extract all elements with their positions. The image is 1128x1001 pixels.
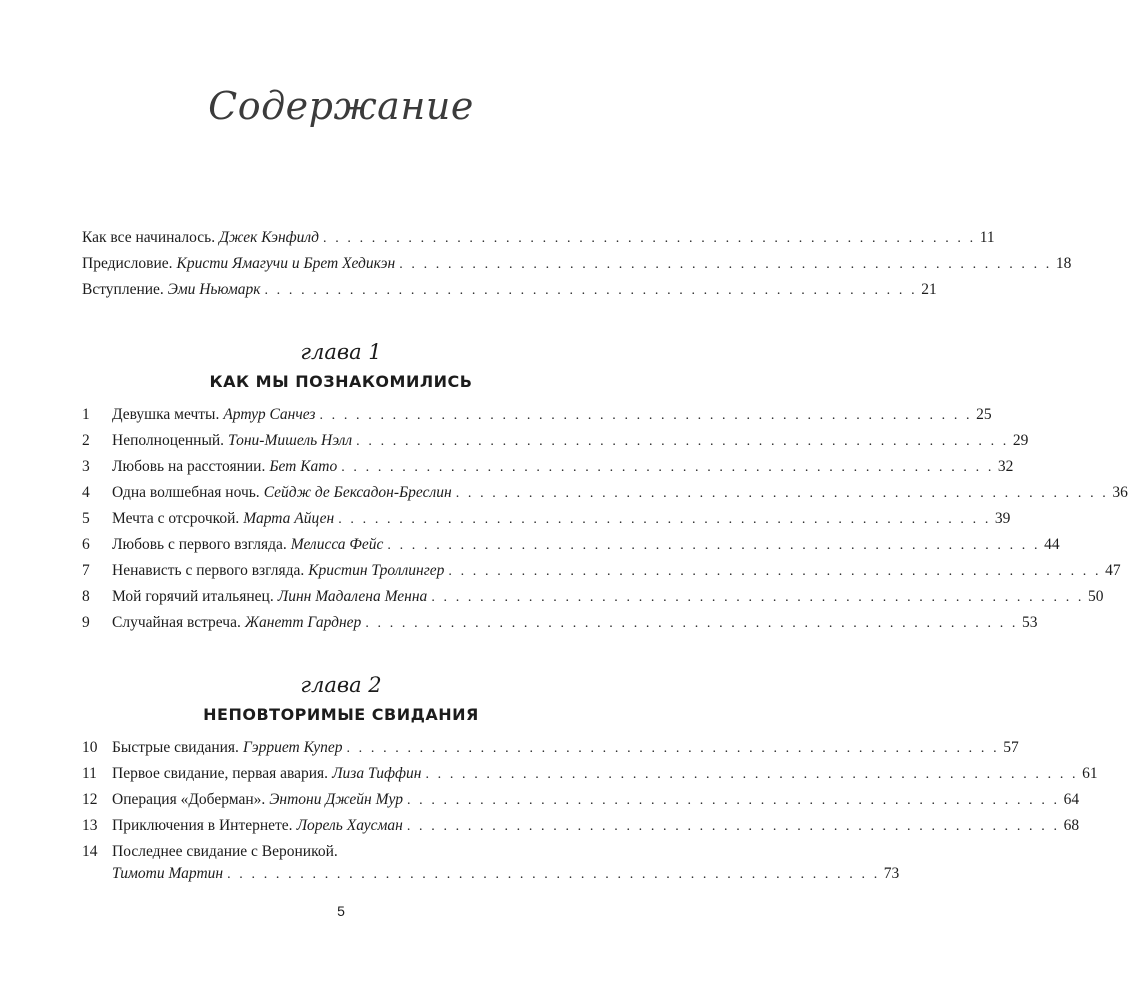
leader-dots: . . . . . . . . . . . . . . . . . . . . . . . . . . . . . . . . . . . . . . . . . . . . . . . . . . . . . . [356, 434, 1009, 449]
entry-page: 32 [997, 458, 1014, 475]
entry-page: 11 [979, 229, 995, 246]
entry-author: Лорель Хаусман [296, 817, 403, 834]
entry-author: Марта Айцен [243, 510, 335, 527]
chapter-title: КАК МЫ ПОЗНАКОМИЛИСЬ [209, 372, 473, 391]
leader-dots: . . . . . . . . . . . . . . . . . . . . . . . . . . . . . . . . . . . . . . . . . . . . . . . . . . . . . . [431, 590, 1085, 605]
entry-author: Тимоти Мартин [112, 865, 224, 882]
entry-text: Неполноценный. [112, 432, 225, 449]
leader-dots: . . . . . . . . . . . . . . . . . . . . . . . . . . . . . . . . . . . . . . . . . . . . . . . . . . . . . . [323, 231, 976, 246]
entry-text: Любовь с первого взгляда. [112, 536, 287, 553]
leader-dots: . . . . . . . . . . . . . . . . . . . . . . . . . . . . . . . . . . . . . . . . . . . . . . . . . . . . . . [338, 512, 991, 527]
chapter-label: глава 2 [300, 673, 382, 697]
leader-dots: . . . . . . . . . . . . . . . . . . . . . . . . . . . . . . . . . . . . . . . . . . . . . . . . . . . . . . [399, 257, 1052, 272]
entry-page: 57 [1003, 739, 1019, 756]
page-number: 5 [337, 903, 345, 919]
entry-number: 1 [82, 406, 90, 423]
entry-text: Предисловие. [82, 255, 173, 272]
leader-dots: . . . . . . . . . . . . . . . . . . . . . . . . . . . . . . . . . . . . . . . . . . . . . . . . . . . . . . [406, 793, 1060, 808]
entry-text: Случайная встреча. [112, 614, 241, 631]
entry-page: 29 [1012, 432, 1029, 449]
leader-dots: . . . . . . . . . . . . . . . . . . . . . . . . . . . . . . . . . . . . . . . . . . . . . . . . . . . . . . [264, 283, 918, 298]
entry-text: Ненависть с первого взгляда. [112, 562, 305, 579]
entry-author: Эми Ньюмарк [167, 281, 261, 298]
toc-entry[interactable] [82, 612, 1038, 634]
toc-entry-line2[interactable] [112, 863, 900, 885]
toc-entry[interactable] [82, 482, 1128, 504]
toc-entry[interactable] [82, 815, 1080, 837]
entry-author: Джек Кэнфилд [219, 229, 319, 246]
entry-number: 9 [82, 614, 90, 631]
leader-dots: . . . . . . . . . . . . . . . . . . . . . . . . . . . . . . . . . . . . . . . . . . . . . . . . . . . . . . [319, 408, 973, 423]
entry-text: Как все начиналось. [82, 229, 216, 246]
entry-page: 21 [921, 281, 937, 298]
entry-author: Тони-Мишель Нэлл [228, 432, 353, 449]
entry-page: 39 [994, 510, 1011, 527]
entry-text: Быстрые свидания. [112, 739, 239, 756]
entry-page: 53 [1022, 614, 1038, 631]
chapter-title: НЕПОВТОРИМЫЕ СВИДАНИЯ [203, 705, 479, 724]
toc-entry[interactable] [82, 737, 1019, 759]
entry-number: 6 [82, 536, 90, 553]
entry-number: 2 [82, 432, 90, 449]
entry-text: Мой горячий итальянец. [112, 588, 274, 605]
entry-author: Сейдж де Бексадон-Бреслин [263, 484, 452, 501]
entry-text: Первое свидание, первая авария. [112, 765, 329, 782]
toc-entry[interactable] [82, 279, 937, 301]
leader-dots: . . . . . . . . . . . . . . . . . . . . . . . . . . . . . . . . . . . . . . . . . . . . . . . . . . . . . . [346, 741, 1000, 756]
entry-page: 36 [1112, 484, 1128, 501]
entry-author: Кристин Троллингер [308, 562, 445, 579]
entry-page: 73 [883, 865, 900, 882]
entry-page: 50 [1088, 588, 1104, 605]
entry-number: 14 [82, 843, 98, 860]
entry-number: 11 [82, 765, 97, 782]
entry-number: 12 [82, 791, 98, 808]
entry-author: Мелисса Фейс [290, 536, 384, 553]
toc-entry[interactable] [82, 508, 1011, 530]
toc-entry[interactable] [82, 789, 1080, 811]
toc-entry[interactable] [82, 430, 1029, 452]
entry-text: Одна волшебная ночь. [112, 484, 260, 501]
entry-page: 47 [1105, 562, 1121, 579]
entry-number: 7 [82, 562, 90, 579]
toc-entry[interactable] [82, 253, 1072, 275]
toc-entry[interactable] [82, 586, 1104, 608]
entry-number: 8 [82, 588, 90, 605]
entry-author: Артур Санчез [223, 406, 316, 423]
entry-text: Приключения в Интернете. [112, 817, 293, 834]
entry-number: 10 [82, 739, 98, 756]
toc-entry[interactable] [82, 534, 1060, 556]
entry-author: Энтони Джейн Мур [269, 791, 403, 808]
toc-entry[interactable] [82, 763, 1098, 785]
toc-entry[interactable] [82, 560, 1121, 582]
entry-number: 13 [82, 817, 98, 834]
leader-dots: . . . . . . . . . . . . . . . . . . . . . . . . . . . . . . . . . . . . . . . . . . . . . . . . . . . . . . [387, 538, 1041, 553]
entry-page: 44 [1044, 536, 1060, 553]
entry-page: 18 [1055, 255, 1072, 272]
leader-dots: . . . . . . . . . . . . . . . . . . . . . . . . . . . . . . . . . . . . . . . . . . . . . . . . . . . . . . [227, 867, 880, 882]
entry-text: Любовь на расстоянии. [112, 458, 266, 475]
entry-text: Последнее свидание с Вероникой. [112, 843, 338, 860]
entry-page: 64 [1063, 791, 1080, 808]
entry-text: Операция «Доберман». [112, 791, 266, 808]
page-title: Содержание [208, 84, 474, 128]
toc-entry[interactable] [82, 456, 1014, 478]
entry-page: 61 [1082, 765, 1098, 782]
entry-number: 5 [82, 510, 90, 527]
toc-entry-line1[interactable] [82, 841, 526, 863]
toc-entry[interactable] [82, 227, 995, 249]
leader-dots: . . . . . . . . . . . . . . . . . . . . . . . . . . . . . . . . . . . . . . . . . . . . . . . . . . . . . . [341, 460, 994, 475]
entry-number: 3 [82, 458, 90, 475]
entry-text: Девушка мечты. [112, 406, 220, 423]
leader-dots: . . . . . . . . . . . . . . . . . . . . . . . . . . . . . . . . . . . . . . . . . . . . . . . . . . . . . . [448, 564, 1102, 579]
entry-text: Вступление. [82, 281, 164, 298]
entry-page: 68 [1063, 817, 1080, 834]
leader-dots: . . . . . . . . . . . . . . . . . . . . . . . . . . . . . . . . . . . . . . . . . . . . . . . . . . . . . . [455, 486, 1109, 501]
leader-dots: . . . . . . . . . . . . . . . . . . . . . . . . . . . . . . . . . . . . . . . . . . . . . . . . . . . . . . [365, 616, 1019, 631]
entry-author: Гэрриет Купер [242, 739, 343, 756]
leader-dots: . . . . . . . . . . . . . . . . . . . . . . . . . . . . . . . . . . . . . . . . . . . . . . . . . . . . . . [406, 819, 1060, 834]
leader-dots: . . . . . . . . . . . . . . . . . . . . . . . . . . . . . . . . . . . . . . . . . . . . . . . . . . . . . . [425, 767, 1079, 782]
entry-author: Жанетт Гарднер [244, 614, 362, 631]
entry-page: 25 [976, 406, 992, 423]
chapter-label: глава 1 [300, 340, 382, 364]
toc-entry[interactable] [82, 404, 992, 426]
entry-text: Мечта с отсрочкой. [112, 510, 240, 527]
entry-author: Бет Като [269, 458, 338, 475]
entry-author: Кристи Ямагучи и Брет Хедикэн [176, 255, 396, 272]
entry-author: Линн Мадалена Менна [277, 588, 428, 605]
entry-number: 4 [82, 484, 90, 501]
entry-author: Лиза Тиффин [332, 765, 422, 782]
